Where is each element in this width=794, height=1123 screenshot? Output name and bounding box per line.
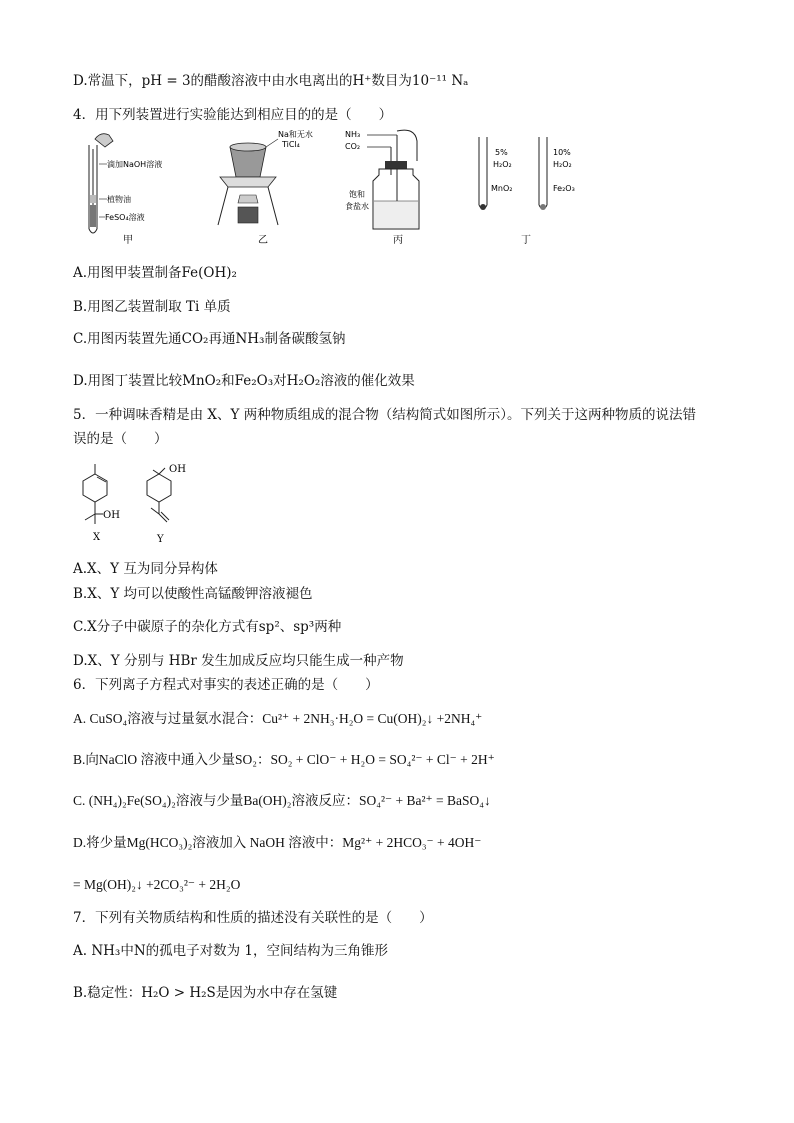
q4-option-d: D.用图丁装置比较MnO₂和Fe₂O₃对H₂O₂溶液的催化效果 (73, 373, 415, 389)
apparatus-figures (73, 125, 593, 250)
q6-option-a: A. CuSO₄溶液与过量氨水混合：Cu²⁺ + 2NH₃·H₂O = Cu(OH)₂↓ +2NH₄⁺ (73, 711, 483, 726)
ding-t1-mno2: MnO₂ (491, 184, 513, 193)
q7-option-a: A. NH₃中N的孤电子对数为 1，空间结构为三角锥形 (73, 943, 389, 959)
q7-option-b: B.稳定性：H₂O > H₂S是因为水中存在氢键 (73, 985, 338, 1001)
bing-label-co2: CO₂ (345, 142, 361, 151)
structures-xy (73, 462, 203, 547)
jia-caption: 甲 (123, 235, 133, 245)
q5-stem-line2: 误的是（ ） (73, 431, 168, 447)
yi-label-ticl4: TiCl₄ (282, 140, 300, 149)
q3-option-d: D.常温下，pH = 3的醋酸溶液中由水电离出的H⁺数目为10⁻¹¹ Nₐ (73, 73, 469, 89)
yi-caption: 乙 (258, 235, 268, 245)
q6-option-d-line2: = Mg(OH)₂↓ +2CO₃²⁻ + 2H₂O (73, 877, 241, 892)
jia-label-oil: 植物油 (107, 195, 131, 204)
jia-label-feso4: FeSO₄溶液 (105, 213, 145, 222)
bing-label-brine: 食盐水 (345, 202, 369, 211)
y-label: Y (157, 534, 164, 545)
figure-bing (343, 125, 463, 245)
q6-option-d-line1: D.将少量Mg(HCO₃)₂溶液加入 NaOH 溶液中：Mg²⁺ + 2HCO₃⁻ + 4OH⁻ (73, 835, 482, 850)
ding-t2-fe2o3: Fe₂O₃ (553, 184, 575, 193)
q5-option-c: C.X分子中碳原子的杂化方式有sp²、sp³两种 (73, 619, 342, 635)
q6-stem: 6．下列离子方程式对事实的表述正确的是（ ） (73, 677, 379, 693)
q6-option-b: B.向NaClO 溶液中通入少量SO₂：SO₂ + ClO⁻ + H₂O = SO₄²⁻ + Cl⁻ + 2H⁺ (73, 752, 495, 767)
figure-ding (473, 125, 593, 245)
ding-caption: 丁 (521, 235, 531, 245)
q5-option-d: D.X、Y 分别与 HBr 发生加成反应均只能生成一种产物 (73, 653, 404, 669)
q5-stem-line1: 5．一种调味香精是由 X、Y 两种物质组成的混合物（结构简式如图所示）。下列关于这两种物质的说法错 (73, 407, 696, 423)
bing-caption: 丙 (393, 235, 403, 245)
q4-option-a: A.用图甲装置制备Fe(OH)₂ (73, 265, 237, 281)
bing-label-saturated: 饱和 (349, 190, 365, 199)
y-oh-label: OH (169, 464, 186, 475)
ding-t1-h2o2: H₂O₂ (493, 160, 512, 169)
figure-yi (208, 125, 328, 245)
yi-label-na: Na和无水 (278, 130, 313, 139)
ding-t2-h2o2: H₂O₂ (553, 160, 572, 169)
x-oh-label: OH (103, 510, 120, 521)
q4-option-c: C.用图丙装置先通CO₂再通NH₃制备碳酸氢钠 (73, 331, 346, 347)
bing-label-nh3: NH₃ (345, 130, 361, 139)
ding-t1-pct: 5% (495, 148, 508, 157)
jia-label-naoh: 滴加NaOH溶液 (107, 160, 163, 169)
q7-stem: 7．下列有关物质结构和性质的描述没有关联性的是（ ） (73, 910, 433, 926)
q4-option-b: B.用图乙装置制取 Ti 单质 (73, 299, 231, 315)
q5-option-a: A.X、Y 互为同分异构体 (73, 561, 218, 577)
q5-option-b: B.X、Y 均可以使酸性高锰酸钾溶液褪色 (73, 586, 313, 602)
q6-option-c: C. (NH₄)₂Fe(SO₄)₂溶液与少量Ba(OH)₂溶液反应：SO₄²⁻ + Ba²⁺ = BaSO₄↓ (73, 793, 491, 808)
ding-t2-pct: 10% (553, 148, 571, 157)
q4-stem: 4．用下列装置进行实验能达到相应目的的是（ ） (73, 107, 393, 123)
x-label: X (93, 532, 101, 543)
figure-jia (73, 125, 183, 245)
